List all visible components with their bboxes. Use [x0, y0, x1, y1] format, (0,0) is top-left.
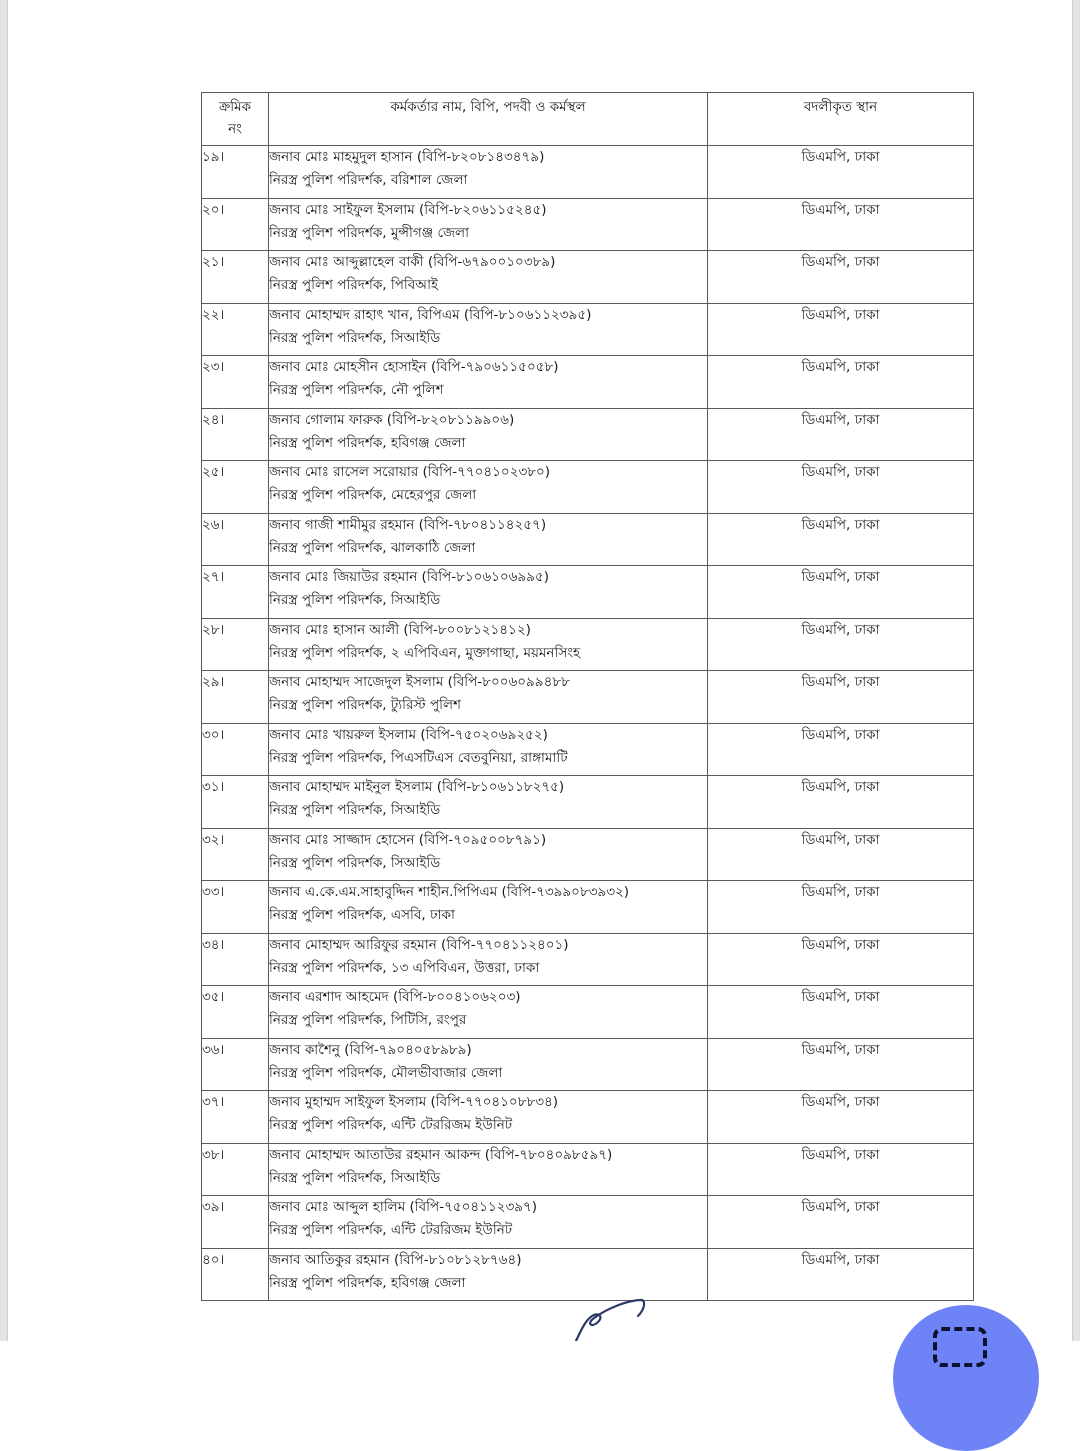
screenshot-crop-icon: [933, 1327, 987, 1367]
serial-cell: ২৯।: [202, 671, 269, 724]
destination-cell: ডিএমপি, ঢাকা: [708, 776, 974, 829]
serial-cell: ২২।: [202, 303, 269, 356]
officer-cell: [269, 881, 708, 934]
destination-cell: ডিএমপি, ঢাকা: [708, 723, 974, 776]
serial-cell: ৩৯।: [202, 1196, 269, 1249]
officer-post: নিরস্ত্র পুলিশ পরিদর্শক, সিআইডি: [269, 1169, 441, 1186]
officer-name: জনাব মোঃ মাহমুদুল হাসান (বিপি-৮২০৮১৪৩৪৭৯): [269, 149, 545, 165]
officer-post: নিরস্ত্র পুলিশ পরিদর্শক, ট্যুরিস্ট পুলিশ: [269, 697, 462, 713]
officer-name: জনাব মোহাম্মদ রাহাৎ খান, বিপিএম (বিপি-৮১০৬১১২৩৯৫): [269, 306, 592, 323]
officer-post: নিরস্ত্র পুলিশ পরিদর্শক, সিআইডি: [269, 329, 441, 346]
table-row: [202, 986, 974, 1039]
serial-cell: ৩৮।: [202, 1143, 269, 1196]
serial-cell: ৩৭।: [202, 1091, 269, 1144]
screenshot-fab-button[interactable]: [893, 1305, 1039, 1451]
officer-post: নিরস্ত্র পুলিশ পরিদর্শক, ২ এপিবিএন, মুক্তাগাছা, ময়মনসিংহ: [269, 644, 581, 661]
officer-cell: [269, 828, 708, 881]
officer-name: জনাব এরশাদ আহমেদ (বিপি-৮০০৪১০৬২০৩): [269, 989, 521, 1005]
table-row: [202, 1038, 974, 1091]
destination-cell: ডিএমপি, ঢাকা: [708, 1038, 974, 1091]
officer-cell: [269, 198, 708, 251]
officer-name: জনাব মোঃ হাসান আলী (বিপি-৮০০৮১২১৪১২): [269, 621, 531, 638]
serial-cell: ১৯।: [202, 146, 269, 199]
officer-name: জনাব মোঃ জিয়াউর রহমান (বিপি-৮১০৬১০৬৯৯৫): [269, 569, 550, 585]
table-row: [202, 461, 974, 514]
table-row: [202, 356, 974, 409]
destination-cell: ডিএমপি, ঢাকা: [708, 1091, 974, 1144]
table-row: [202, 303, 974, 356]
officer-cell: [269, 1143, 708, 1196]
officer-cell: [269, 408, 708, 461]
officer-post: নিরস্ত্র পুলিশ পরিদর্শক, পিটিসি, রংপুর: [269, 1012, 467, 1028]
officer-cell: [269, 461, 708, 514]
officer-post: নিরস্ত্র পুলিশ পরিদর্শক, মেহেরপুর জেলা: [269, 487, 477, 503]
serial-cell: ২০।: [202, 198, 269, 251]
officer-post: নিরস্ত্র পুলিশ পরিদর্শক, মুন্সীগঞ্জ জেলা: [269, 224, 470, 241]
document-page: [8, 0, 1072, 1341]
serial-cell: ২৩।: [202, 356, 269, 409]
officer-name: জনাব মোহাম্মদ সাজেদুল ইসলাম (বিপি-৮০০৬০৯৯৪৮৮: [269, 674, 570, 690]
officer-post: নিরস্ত্র পুলিশ পরিদর্শক, ১৩ এপিবিএন, উত্তরা, ঢাকা: [269, 959, 540, 976]
table-row: [202, 1248, 974, 1301]
transfer-table: [201, 92, 974, 1301]
header-serial: [202, 93, 269, 146]
table-row: [202, 933, 974, 986]
serial-cell: ৩৫।: [202, 986, 269, 1039]
destination-cell: ডিএমপি, ঢাকা: [708, 408, 974, 461]
table-row: [202, 618, 974, 671]
destination-cell: ডিএমপি, ঢাকা: [708, 146, 974, 199]
officer-cell: [269, 1091, 708, 1144]
table-row: [202, 776, 974, 829]
serial-cell: ৩১।: [202, 776, 269, 829]
destination-cell: ডিএমপি, ঢাকা: [708, 303, 974, 356]
officer-cell: [269, 513, 708, 566]
table-row: [202, 671, 974, 724]
officer-cell: [269, 251, 708, 304]
officer-post: নিরস্ত্র পুলিশ পরিদর্শক, পিবিআই: [269, 277, 439, 293]
destination-cell: ডিএমপি, ঢাকা: [708, 1248, 974, 1301]
serial-cell: ৩৬।: [202, 1038, 269, 1091]
destination-cell: ডিএমপি, ঢাকা: [708, 986, 974, 1039]
serial-cell: ৪০।: [202, 1248, 269, 1301]
table-row: [202, 146, 974, 199]
officer-name: জনাব মোহাম্মদ আরিফুর রহমান (বিপি-৭৭০৪১১২৪০১): [269, 936, 569, 953]
table-row: [202, 513, 974, 566]
destination-cell: ডিএমপি, ঢাকা: [708, 566, 974, 619]
table-row: [202, 723, 974, 776]
officer-cell: [269, 618, 708, 671]
officer-post: নিরস্ত্র পুলিশ পরিদর্শক, হবিগঞ্জ জেলা: [269, 1274, 466, 1291]
officer-name: জনাব মোঃ আব্দুল্লাহেল বাকী (বিপি-৬৭৯০০১০৩৮৯): [269, 254, 556, 270]
table-row: [202, 198, 974, 251]
serial-cell: ২৪।: [202, 408, 269, 461]
officer-cell: [269, 303, 708, 356]
table-row: [202, 1196, 974, 1249]
destination-cell: ডিএমপি, ঢাকা: [708, 618, 974, 671]
officer-name: জনাব গাজী শামীমুর রহমান (বিপি-৭৮০৪১১৪২৫৭): [269, 516, 547, 533]
officer-post: নিরস্ত্র পুলিশ পরিদর্শক, সিআইডি: [269, 592, 441, 608]
officer-cell: [269, 1196, 708, 1249]
officer-cell: [269, 776, 708, 829]
officer-name: জনাব মোঃ সাইফুল ইসলাম (বিপি-৮২০৬১১৫২৪৫): [269, 201, 547, 218]
header-destination: বদলীকৃত স্থান: [708, 93, 974, 146]
officer-name: জনাব কাশৈনু (বিপি-৭৯০৪০৫৮৯৮৯): [269, 1041, 472, 1058]
table-row: [202, 828, 974, 881]
officer-name: জনাব এ.কে.এম.সাহাবুদ্দিন শাহীন.পিপিএম (বিপি-৭৩৯৯০৮৩৯৩২): [269, 884, 630, 900]
page-edge-left: [0, 0, 8, 1341]
table-row: [202, 1143, 974, 1196]
serial-cell: ২৬।: [202, 513, 269, 566]
officer-post: নিরস্ত্র পুলিশ পরিদর্শক, ঝালকাঠি জেলা: [269, 539, 476, 556]
table-row: [202, 881, 974, 934]
destination-cell: ডিএমপি, ঢাকা: [708, 356, 974, 409]
officer-name: জনাব আতিকুর রহমান (বিপি-৮১০৮১২৮৭৬৪): [269, 1251, 522, 1268]
officer-post: নিরস্ত্র পুলিশ পরিদর্শক, হবিগঞ্জ জেলা: [269, 434, 466, 451]
destination-cell: ডিএমপি, ঢাকা: [708, 461, 974, 514]
table-header-row: [202, 93, 974, 146]
header-officer: কর্মকর্তার নাম, বিপি, পদবী ও কর্মস্থল: [269, 93, 708, 146]
destination-cell: ডিএমপি, ঢাকা: [708, 1196, 974, 1249]
officer-name: জনাব মুহাম্মদ সাইফুল ইসলাম (বিপি-৭৭০৪১০৮৮৩৪): [269, 1094, 559, 1110]
destination-cell: ডিএমপি, ঢাকা: [708, 1143, 974, 1196]
officer-name: জনাব মোঃ মোহসীন হোসাইন (বিপি-৭৯০৬১১৫০৫৮): [269, 359, 559, 375]
table-row: [202, 1091, 974, 1144]
officer-cell: [269, 671, 708, 724]
destination-cell: ডিএমপি, ঢাকা: [708, 828, 974, 881]
destination-cell: ডিএমপি, ঢাকা: [708, 881, 974, 934]
serial-cell: ৩০।: [202, 723, 269, 776]
destination-cell: ডিএমপি, ঢাকা: [708, 198, 974, 251]
officer-name: জনাব মোহাম্মদ মাইনুল ইসলাম (বিপি-৮১০৬১১৮২৭৫): [269, 779, 565, 795]
officer-cell: [269, 986, 708, 1039]
header-serial-line2: নং: [228, 121, 242, 137]
officer-post: নিরস্ত্র পুলিশ পরিদর্শক, মৌলভীবাজার জেলা: [269, 1064, 503, 1081]
officer-name: জনাব গোলাম ফারুক (বিপি-৮২০৮১১৯৯০৬): [269, 411, 515, 428]
officer-cell: [269, 356, 708, 409]
officer-post: নিরস্ত্র পুলিশ পরিদর্শক, এন্টি টেররিজম ইউনিট: [269, 1222, 513, 1238]
table-row: [202, 251, 974, 304]
officer-post: নিরস্ত্র পুলিশ পরিদর্শক, সিআইডি: [269, 802, 441, 818]
signature-mark: [568, 1298, 658, 1341]
destination-cell: ডিএমপি, ঢাকা: [708, 671, 974, 724]
officer-cell: [269, 1248, 708, 1301]
serial-cell: ২১।: [202, 251, 269, 304]
serial-cell: ২৭।: [202, 566, 269, 619]
destination-cell: ডিএমপি, ঢাকা: [708, 933, 974, 986]
serial-cell: ৩২।: [202, 828, 269, 881]
officer-cell: [269, 1038, 708, 1091]
serial-cell: ৩৩।: [202, 881, 269, 934]
officer-name: জনাব মোঃ রাসেল সরোয়ার (বিপি-৭৭০৪১০২৩৮০): [269, 464, 551, 480]
officer-name: জনাব মোঃ সাজ্জাদ হোসেন (বিপি-৭০৯৫০০৮৭৯১): [269, 831, 547, 848]
table-row: [202, 408, 974, 461]
table-body: [202, 146, 974, 1301]
table-row: [202, 566, 974, 619]
officer-post: নিরস্ত্র পুলিশ পরিদর্শক, এসবি, ঢাকা: [269, 907, 455, 923]
destination-cell: ডিএমপি, ঢাকা: [708, 513, 974, 566]
serial-cell: ৩৪।: [202, 933, 269, 986]
page-edge-right: [1072, 0, 1080, 1341]
officer-post: নিরস্ত্র পুলিশ পরিদর্শক, বরিশাল জেলা: [269, 172, 468, 188]
serial-cell: ২৫।: [202, 461, 269, 514]
officer-name: জনাব মোঃ আব্দুল হালিম (বিপি-৭৫০৪১১২৩৯৭): [269, 1199, 538, 1215]
officer-cell: [269, 933, 708, 986]
officer-post: নিরস্ত্র পুলিশ পরিদর্শক, সিআইডি: [269, 854, 441, 871]
officer-cell: [269, 566, 708, 619]
officer-cell: [269, 146, 708, 199]
officer-post: নিরস্ত্র পুলিশ পরিদর্শক, নৌ পুলিশ: [269, 382, 444, 398]
officer-name: জনাব মোহাম্মদ আতাউর রহমান আকন্দ (বিপি-৭৮০৪০৯৮৫৯৭): [269, 1146, 613, 1163]
officer-post: নিরস্ত্র পুলিশ পরিদর্শক, এন্টি টেররিজম ইউনিট: [269, 1117, 513, 1133]
officer-post: নিরস্ত্র পুলিশ পরিদর্শক, পিএসটিএস বেতবুনিয়া, রাঙ্গামাটি: [269, 749, 568, 766]
officer-name: জনাব মোঃ খায়রুল ইসলাম (বিপি-৭৫০২০৬৯২৫২): [269, 726, 548, 743]
officer-cell: [269, 723, 708, 776]
serial-cell: ২৮।: [202, 618, 269, 671]
header-serial-line1: ক্রমিক: [218, 99, 252, 115]
destination-cell: ডিএমপি, ঢাকা: [708, 251, 974, 304]
